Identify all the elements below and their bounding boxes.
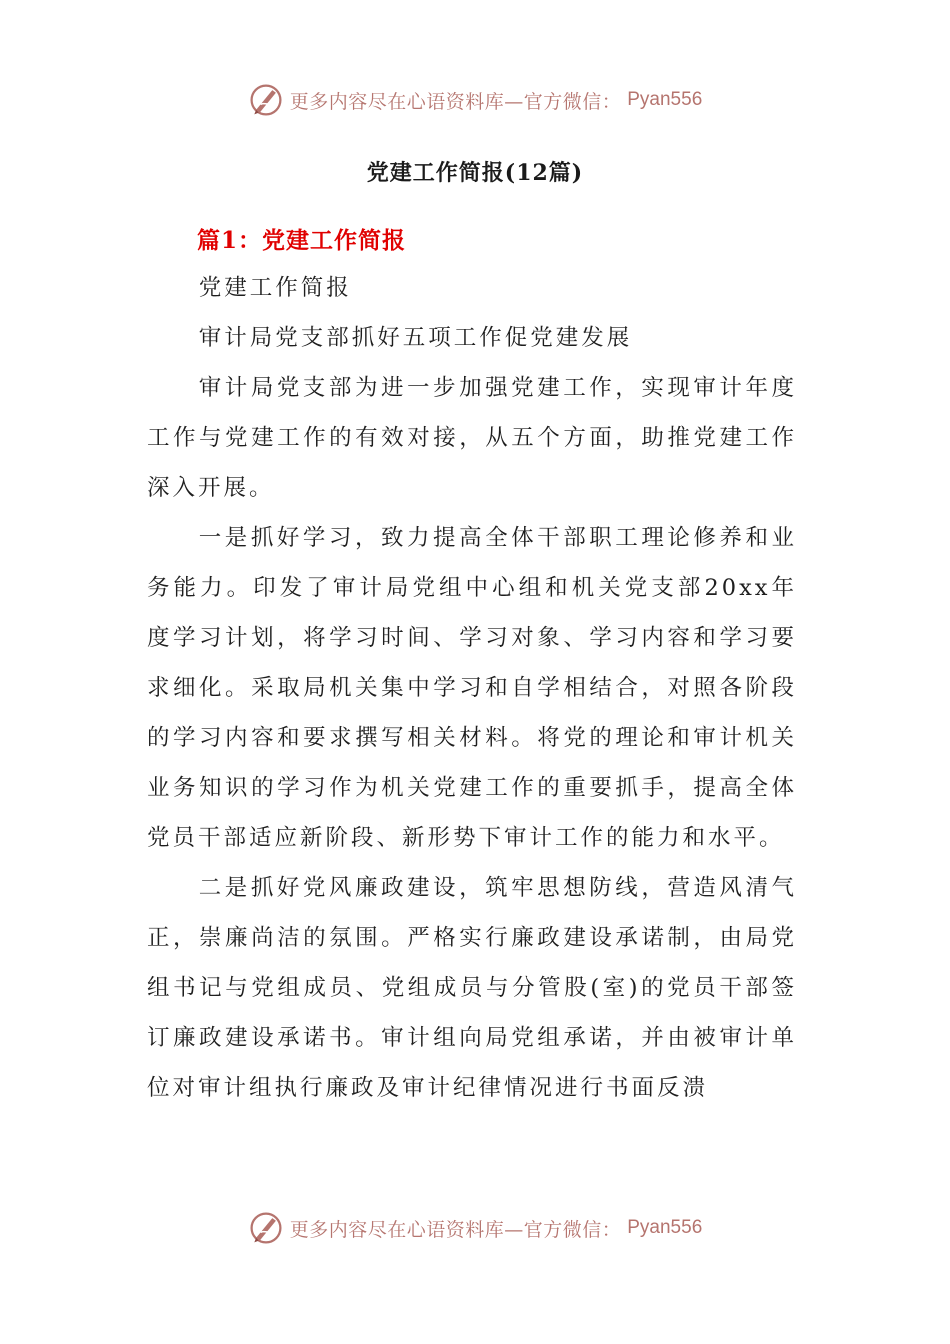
body-paragraph-integrity: 二是抓好党风廉政建设，筑牢思想防线，营造风清气正，崇廉尚洁的氛围。严格实行廉政建设承诺制，由局党组书记与党组成员、党组成员与分管股(室)的党员干部签订廉政建设承诺书。审计组向局党组承诺，并由被审计单位对审计组执行廉政及审计纪律情况进行书面反溃 [147, 875, 797, 1101]
body-paragraph-subtitle: 党建工作简报 [198, 275, 352, 301]
document-body [147, 263, 797, 1113]
watermark-site-text: 更多内容尽在心语资料库—官方微信： [289, 90, 622, 113]
document-title: 党建工作简报(12篇) [366, 160, 584, 186]
watermark-site-text: 更多内容尽在心语资料库—官方微信： [289, 1218, 622, 1241]
section-heading: 篇1：党建工作简报 [197, 227, 407, 254]
body-paragraph-intro: 审计局党支部为进一步加强党建工作，实现审计年度工作与党建工作的有效对接，从五个方面，助推党建工作深入开展。 [147, 375, 797, 501]
footer-watermark [0, 1210, 950, 1246]
pen-logo-icon [248, 1210, 284, 1246]
body-paragraph-study: 一是抓好学习，致力提高全体干部职工理论修养和业务能力。印发了审计局党组中心组和机关党支部20xx年度学习计划，将学习时间、学习对象、学习内容和学习要求细化。采取局机关集中学习和自学相结合，对照各阶段的学习内容和要求撰写相关材料。将党的理论和审计机关业务知识的学习作为机关党建工作的重要抓手，提高全体党员干部适应新阶段、新形势下审计工作的能力和水平。 [147, 525, 797, 851]
pen-logo-icon [248, 82, 284, 118]
watermark-wechat-id: Pyan556 [627, 1217, 703, 1238]
watermark-wechat-id: Pyan556 [627, 89, 703, 110]
header-watermark [0, 82, 950, 118]
body-paragraph-headline: 审计局党支部抓好五项工作促党建发展 [198, 325, 633, 351]
